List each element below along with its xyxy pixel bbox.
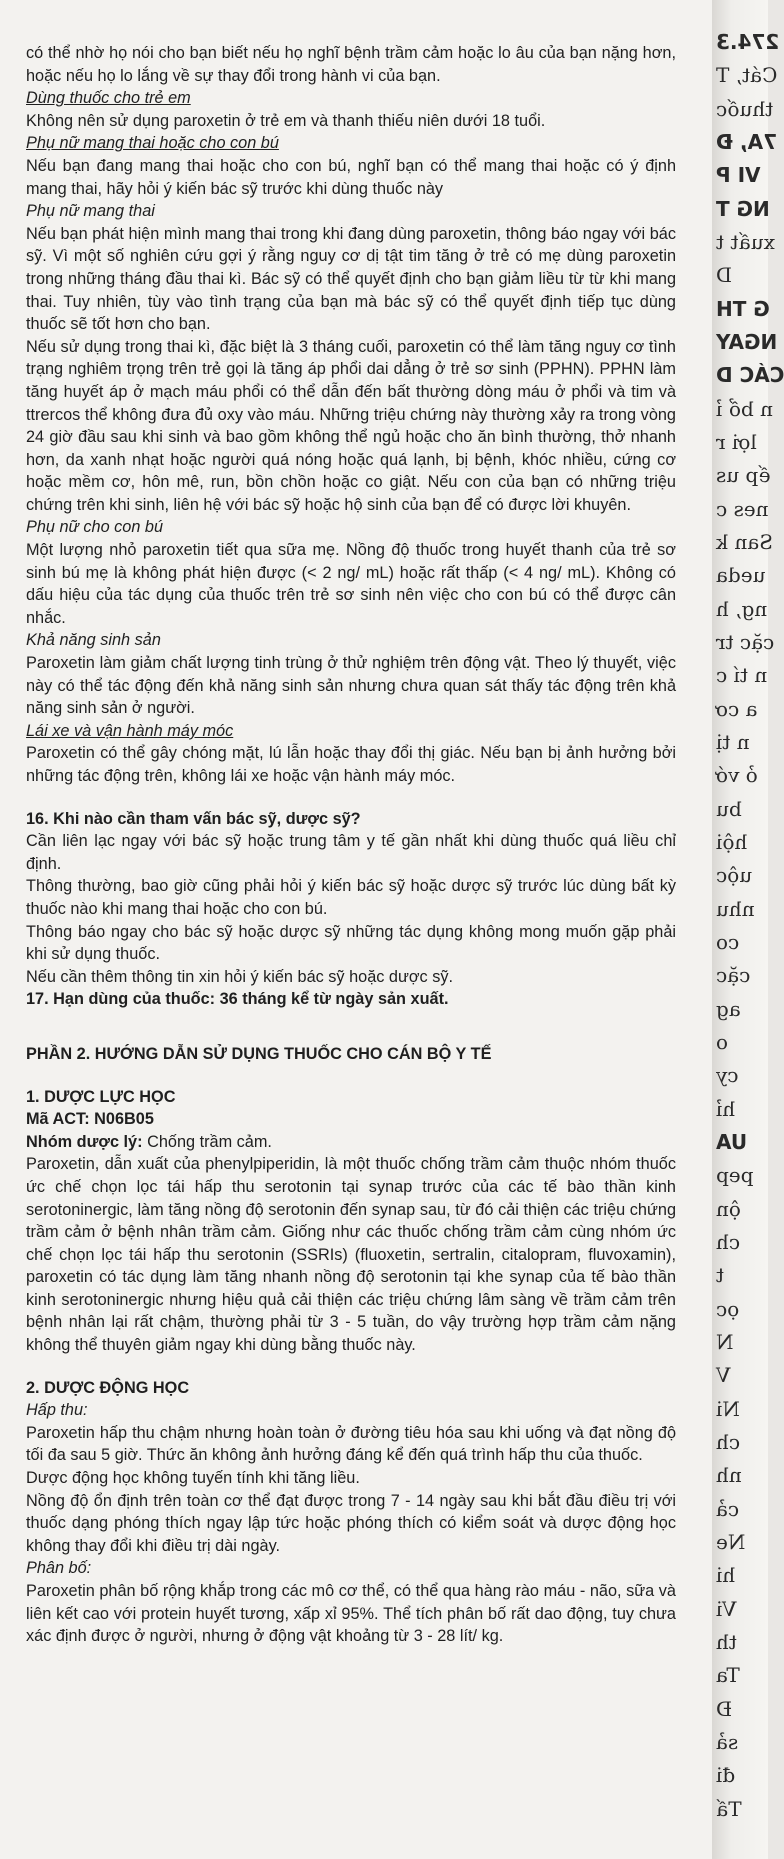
edge-fragment: Ta: [716, 1663, 740, 1688]
edge-fragment: n bổ ỉ: [716, 396, 774, 421]
edge-fragment: ch: [716, 1230, 741, 1254]
section-heading: PHẦN 2. HƯỚNG DẪN SỬ DỤNG THUỐC CHO CÁN BỘ Y TẾ: [26, 1044, 492, 1063]
edge-fragment: t: [716, 1263, 725, 1288]
spacer: [26, 1011, 676, 1043]
edge-fragment: NGAY: [716, 330, 778, 354]
edge-fragment: n tí c: [716, 663, 768, 688]
edge-fragment: Ni: [716, 1396, 740, 1421]
label: Nhóm dược lý:: [26, 1132, 143, 1151]
subheading: Khả năng sinh sản: [26, 631, 161, 650]
edge-fragment: cặc tr: [716, 630, 775, 654]
paragraph: Nồng độ ổn định trên toàn cơ thể đạt được trong 7 - 14 ngày sau khi bắt đầu điều trị với thuốc dạng phóng thích ngay lập tức hoặc phóng thích có kiểm soát và dược động học không thay đổi khi điều trị dài ngày.: [26, 1491, 676, 1555]
edge-fragment: VI P: [716, 163, 761, 188]
edge-fragment: ueda: [716, 563, 766, 588]
spacer: [26, 788, 676, 808]
edge-fragment: UA: [716, 1130, 748, 1154]
paragraph: Một lượng nhỏ paroxetin tiết qua sữa mẹ. Nồng độ thuốc trong huyết thanh của trẻ sơ sinh bú mẹ là không phát hiện được (< 2 ng/ mL) hoặc rất thấp (< 4 ng/ mL). Không có dấu hiệu của tác dụng của thuốc trên trẻ sơ sinh nên việc cho con bú có thể được cân nhắc.: [26, 541, 676, 627]
edge-fragment: hội: [716, 830, 748, 854]
paragraph: Dược động học không tuyến tính khi tăng liều.: [26, 1469, 360, 1488]
subheading: Phụ nữ cho con bú: [26, 518, 164, 537]
paragraph: Paroxetin hấp thu chậm nhưng hoàn toàn ở đường tiêu hóa sau khi uống và đạt nồng độ tối đa sau 5 giờ. Thức ăn không ảnh hưởng đáng kể đến quá trình hấp thu của thuốc.: [26, 1423, 676, 1465]
edge-fragment: nhu: [716, 896, 755, 921]
edge-fragment: 7A, Đ: [716, 130, 778, 154]
adjacent-page-edge: [712, 0, 784, 1859]
edge-fragment: th: [716, 1630, 737, 1654]
edge-fragment: nh: [716, 1463, 742, 1488]
edge-fragment: o: [716, 1030, 729, 1054]
edge-fragment: San k: [716, 530, 773, 554]
edge-fragment: V: [716, 1363, 731, 1388]
edge-fragment: cy: [716, 1063, 739, 1088]
edge-fragment: D: [716, 263, 733, 288]
edge-fragment: ng, h: [716, 596, 768, 621]
paragraph: Paroxetin có thể gây chóng mặt, lú lẫn hoặc thay đổi thị giác. Nếu bạn bị ảnh hưởng bởi những tác động trên, không lái xe hoặc vận hành máy móc.: [26, 744, 676, 785]
edge-fragment: lợi r: [716, 430, 757, 454]
section-heading: 16. Khi nào cần tham vấn bác sỹ, dược sỹ?: [26, 809, 361, 828]
paragraph: Thông thường, bao giờ cũng phải hỏi ý kiến bác sỹ hoặc dược sỹ trước lúc dùng bất kỳ thuốc nào khi mang thai hoặc cho con bú.: [26, 877, 676, 918]
paragraph: Nếu bạn phát hiện mình mang thai trong khi đang dùng paroxetin, thông báo ngay với bác sỹ. Vì một số nghiên cứu gợi ý rằng nguy cơ dị tật tim tăng ở trẻ có mẹ dùng paroxetin trong những tháng đầu thai kì. Bác sỹ có thể quyết định cho bạn giảm liều từ từ khi mang thai. Tuy nhiên, tùy vào tình trạng của bạn mà bác sỹ có thể quyết định tiếp tục dùng thuốc sẽ tốt hơn cho bạn.: [26, 224, 676, 334]
subheading: Phụ nữ mang thai hoặc cho con bú: [26, 134, 279, 153]
label-value: Chống trầm cảm.: [142, 1132, 272, 1151]
edge-fragment: sả: [716, 1730, 739, 1754]
edge-fragment: hi: [716, 1563, 736, 1588]
section-heading: 2. DƯỢC ĐỘNG HỌC: [26, 1378, 190, 1397]
edge-fragment: cặc: [716, 963, 751, 988]
subheading: Phân bố:: [26, 1559, 92, 1578]
section-heading: 1. DƯỢC LỰC HỌC: [26, 1087, 176, 1106]
leaflet-text: [26, 42, 676, 1648]
paragraph: Paroxetin làm giảm chất lượng tinh trùng ở thử nghiệm trên động vật. Theo lý thuyết, việc này có thể tác động đến khả năng sinh sản nhưng chưa quan sát thấy tác động trên khả năng sinh sản ở người.: [26, 654, 676, 718]
edge-fragment: ọc: [716, 1296, 740, 1321]
edge-fragment: CÁC D: [716, 363, 784, 388]
paragraph: Nếu sử dụng trong thai kì, đặc biệt là 3 tháng cuối, paroxetin có thể làm tăng nguy cơ tình trạng nghiêm trọng trên trẻ gọi là tăng áp phổi dai dẳng ở trẻ sơ sinh (PPHN). PPHN làm tăng huyết áp ở mạch máu phổi có thể dẫn đến bất thường dòng máu ở phổi và tim và ttrercos thể không đưa đủ oxy vào máu. Những triệu chứng này thường xảy ra trong vòng 24 giờ đầu sau khi sinh và bao gồm không thể ngủ hoặc cho ăn bình thường, thở nhanh hơn, da xanh nhạt hoặc người quá nóng hoặc quá lạnh, bị bệnh, khóc nhiều, cứng cơ hoặc mềm cơ, hôn mê, run, bồn chồn hoặc co giật. Nếu con của bạn có những triệu chứng trên khi sinh, liên hệ với bác sỹ hoặc hộ sinh của bạn để có được lời khuyên.: [26, 337, 676, 514]
paragraph: Paroxetin, dẫn xuất của phenylpiperidin, là một thuốc chống trầm cảm thuộc nhóm thuốc ức chế chọn lọc tái hấp thu serotonin tại synap trước của các tế bào thần kinh serotoninergic, làm tăng nồng độ serotonin đến synap sau, từ đó cải thiện các triệu chứng trầm cảm ở bệnh nhân trầm cảm. Giống như các thuốc chống trầm cảm cùng nhóm ức chế chọn lọc tái hấp thu serotonin (SSRIs) (fluoxetin, sertralin, citalopram, fluvoxamin), paroxetin có tác dụng làm tăng nhanh nồng độ serotonin tại khe synap của tế bào thần kinh serotoninergic nhưng hiệu quả cải thiện các triệu chứng lâm sàng về trầm cảm trên bệnh nhân lại rất chậm, thường phải từ 3 - 5 tuần, do vậy trường hợp trầm cảm nặng không thể thuyên giảm ngay khi dùng bằng thuốc này.: [26, 1155, 676, 1355]
edge-fragment: ỏ vớ: [716, 763, 758, 788]
subheading: Dùng thuốc cho trẻ em: [26, 89, 191, 108]
spacer: [26, 1066, 676, 1086]
labeled-line: [26, 1131, 676, 1154]
edge-fragment: xuất t: [716, 230, 775, 254]
edge-fragment: hỉ: [716, 1096, 736, 1121]
edge-fragment: Tấ: [716, 1796, 742, 1821]
paragraph: Paroxetin phân bố rộng khắp trong các mô cơ thể, có thể qua hàng rào máu - não, sữa và liên kết cao với protein huyết tương, xấp xỉ 95%. Thể tích phân bố rất dao động, tuy chưa xác định được ở người, nhưng ở động vật khoảng từ 3 - 28 lít/ kg.: [26, 1582, 676, 1646]
edge-fragment: ch: [716, 1430, 741, 1454]
edge-fragment: 274.3: [716, 30, 780, 54]
edge-fragment: thuốc: [716, 96, 774, 121]
edge-fragment: NG T: [716, 196, 770, 221]
section-heading: 17. Hạn dùng của thuốc: 36 tháng kể từ ngày sản xuất.: [26, 990, 449, 1009]
edge-fragment: co: [716, 930, 740, 954]
edge-fragment: Cát, T: [716, 63, 778, 88]
subheading: Phụ nữ mang thai: [26, 202, 155, 221]
spacer: [26, 1357, 676, 1377]
paragraph: Thông báo ngay cho bác sỹ hoặc dược sỹ những tác dụng không mong muốn gặp phải khi sử dụng thuốc.: [26, 922, 676, 964]
paragraph: Cần liên lạc ngay với bác sỹ hoặc trung tâm y tế gần nhất khi dùng thuốc quá liều chỉ định.: [26, 832, 676, 873]
subheading: Hấp thu:: [26, 1401, 88, 1420]
edge-fragment: bu: [716, 796, 742, 821]
edge-fragment: pep: [716, 1163, 754, 1188]
edge-fragment: Ne: [716, 1530, 746, 1554]
edge-fragment: Đ: [716, 1696, 733, 1721]
edge-fragment: G TH: [716, 296, 770, 321]
edge-fragment: n tị: [716, 730, 750, 754]
edge-fragment: a cơ: [716, 696, 758, 721]
paragraph: có thể nhờ họ nói cho bạn biết nếu họ nghĩ bệnh trầm cảm hoặc lo âu của bạn nặng hơn, hoặc nếu họ lo lắng về sự thay đổi trong hành vi của bạn.: [26, 44, 676, 85]
edge-fragment: uộc: [716, 863, 753, 888]
edge-fragment: ếp us: [716, 463, 771, 488]
paragraph: Không nên sử dụng paroxetin ở trẻ em và thanh thiếu niên dưới 18 tuổi.: [26, 111, 546, 130]
paragraph: Nếu cần thêm thông tin xin hỏi ý kiến bác sỹ hoặc dược sỹ.: [26, 967, 454, 986]
edge-fragment: nes c: [716, 496, 769, 521]
edge-fragment: ộn: [716, 1196, 741, 1221]
edge-fragment: cả: [716, 1496, 740, 1521]
edge-fragment: N: [716, 1330, 734, 1354]
edge-fragment: ag: [716, 996, 741, 1021]
edge-fragment: đi: [716, 1763, 736, 1788]
section-heading: Mã ACT: N06B05: [26, 1110, 154, 1129]
subheading: Lái xe và vận hành máy móc: [26, 721, 234, 740]
paragraph: Nếu bạn đang mang thai hoặc cho con bú, nghĩ bạn có thể mang thai hoặc có ý định mang thai, hãy hỏi ý kiến bác sỹ trước khi dùng thuốc này: [26, 156, 676, 198]
edge-fragment: Vi: [716, 1596, 737, 1621]
